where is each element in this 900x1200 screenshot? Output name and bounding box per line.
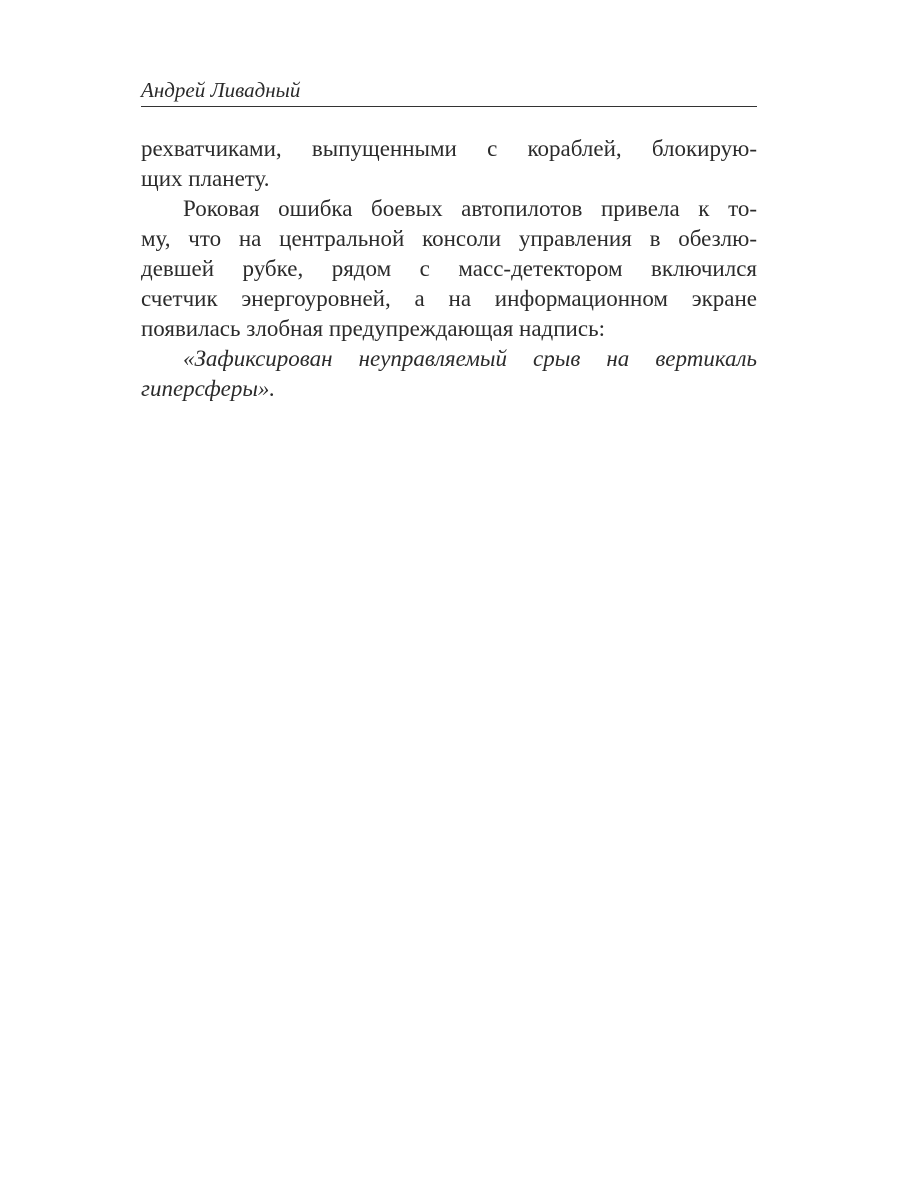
author-name: Андрей Ливадный	[141, 78, 301, 102]
text-line: щих планету.	[141, 166, 270, 191]
text-line: му, что на центральной консоли управления в обезлю-	[141, 226, 757, 251]
page-body	[141, 134, 757, 404]
text-line: Роковая ошибка боевых автопилотов привела к то-	[183, 196, 757, 221]
text-line: появилась злобная предупреждающая надпись:	[141, 316, 605, 341]
text-line: рехватчиками, выпущенными с кораблей, блокирую-	[141, 136, 757, 161]
text-line: девшей рубке, рядом с масс-детектором включился	[141, 256, 757, 281]
quote-line: гиперсферы».	[141, 376, 276, 401]
quote-line: «Зафиксирован неуправляемый срыв на вертикаль	[183, 346, 757, 371]
running-header	[141, 76, 757, 107]
text-line: счетчик энергоуровней, а на информационном экране	[141, 286, 757, 311]
